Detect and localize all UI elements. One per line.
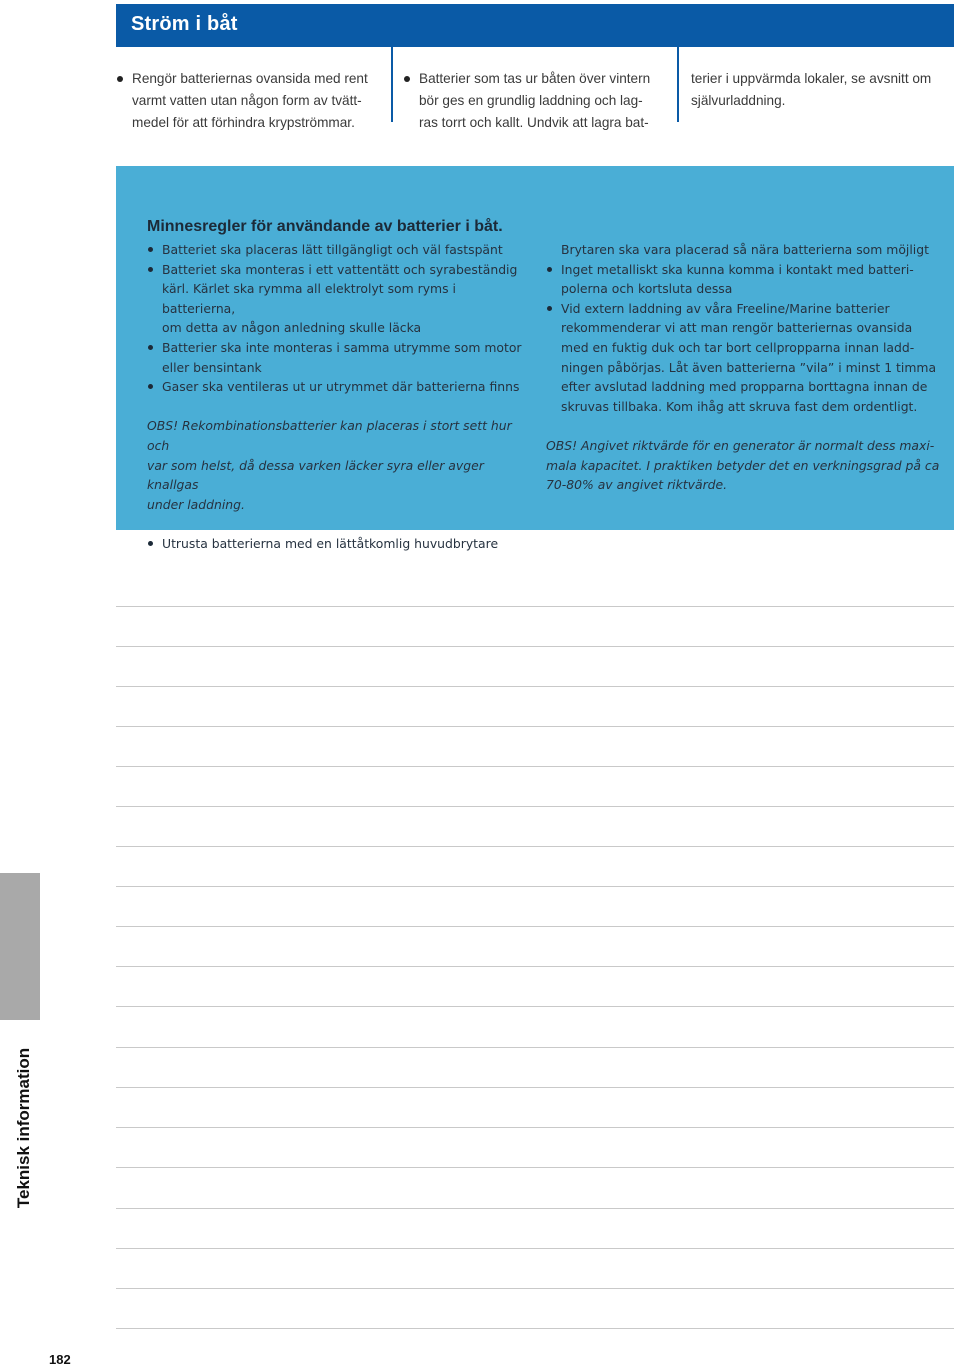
note-line [116, 1087, 954, 1088]
rule-item: Inget metalliskt ska kunna komma i kontakt med batteri- polerna och kortsluta dessa [546, 260, 946, 299]
note-line [116, 1288, 954, 1289]
rule-item: Batterier ska inte monteras i samma utrymme som motor eller bensintank [147, 338, 532, 377]
note-line [116, 1248, 954, 1249]
note-line [116, 926, 954, 927]
battery-rules-box [116, 166, 954, 551]
note-line [116, 806, 954, 807]
box-heading: Minnesregler för användande av batterier i båt. [147, 218, 503, 235]
intro-column-3: terier i uppvärmda lokaler, se avsnitt om självurladdning. [691, 71, 932, 108]
rule-item: Utrusta batterierna med en lättåtkomlig huvudbrytare [147, 534, 532, 554]
section-header [116, 4, 954, 47]
note-line [116, 846, 954, 847]
note-line [116, 886, 954, 887]
obs-note: OBS! Rekombinationsbatterier kan placeras i stort sett hur och var som helst, då dessa varken läcker syra eller avger knallgas under laddning. [147, 418, 512, 512]
note-line [116, 1047, 954, 1048]
rule-item: Batteriet ska placeras lätt tillgängligt och väl fastspänt [147, 240, 532, 260]
section-label: Teknisk information [14, 1047, 33, 1209]
intro-bullet-storage: Batterier som tas ur båten över vintern bör ges en grundlig laddning och lag- ras torrt och kallt. Undvik att lagra bat- [403, 68, 665, 134]
page-number: 182 [49, 1352, 71, 1367]
column-divider [677, 47, 679, 122]
note-line [116, 606, 954, 607]
intro-bullet-clean: Rengör batteriernas ovansida med rent varmt vatten utan någon form av tvätt- medel för att förhindra krypströmmar. [116, 68, 378, 134]
rule-item: Gaser ska ventileras ut ur utrymmet där batterierna finns [147, 377, 532, 397]
note-line [116, 726, 954, 727]
note-line [116, 966, 954, 967]
rule-item: Vid extern laddning av våra Freeline/Marine batterier rekommenderar vi att man rengör batteriernas ovansida med en fuktig duk och tar bort cellpropparna innan ladd- ningen påbörjas. Låt även batterierna ”vila” i minst 1 timma efter avslutad laddning med propparna borttagna innan de skruvas tillbaka. Kom ihåg att skruva fast dem ordentligt. [546, 299, 946, 417]
obs-note: OBS! Angivet riktvärde för en generator är normalt dess maxi- mala kapacitet. I praktiken betyder det en verkningsgrad på ca 70-80% av angivet riktvärde. [546, 437, 940, 493]
box-right-column: Brytaren ska vara placerad så nära batterierna som möjligt Inget metalliskt ska kunna komma i kontakt med batteri- polerna och kortsluta dessa Vid extern laddning av våra Freeline/Marine batterier rekommenderar vi att man rengör batteriernas ovansida med en fuktig duk och tar bort cellpropparna innan ladd- ningen påbörjas. Låt även batterierna ”vila” i minst 1 timma efter avslutad laddning med propparna borttagna innan de skruvas tillbaka. Kom ihåg att skruva fast dem ordentligt. OBS! Angivet riktvärde för en generator är normalt dess maxi- mala kapacitet. I praktiken betyder det en verkningsgrad på ca 70-80% av angivet riktvärde. [546, 240, 946, 495]
note-line [116, 1167, 954, 1168]
note-line [116, 1127, 954, 1128]
note-line [116, 686, 954, 687]
note-line [116, 766, 954, 767]
column-divider [391, 47, 393, 122]
note-line [116, 1208, 954, 1209]
note-line [116, 1328, 954, 1329]
rule-item: Batteriet ska monteras i ett vattentätt och syrabeständig kärl. Kärlet ska rymma all elektrolyt som ryms i batterierna, om detta av någon anledning skulle läcka [147, 260, 532, 338]
intro-column-1 [116, 68, 378, 134]
page-title: Ström i båt [131, 13, 238, 35]
note-line [116, 646, 954, 647]
intro-column-2 [403, 68, 665, 134]
section-tab [0, 873, 40, 1020]
note-line [116, 1006, 954, 1007]
box-left-column [147, 240, 532, 554]
